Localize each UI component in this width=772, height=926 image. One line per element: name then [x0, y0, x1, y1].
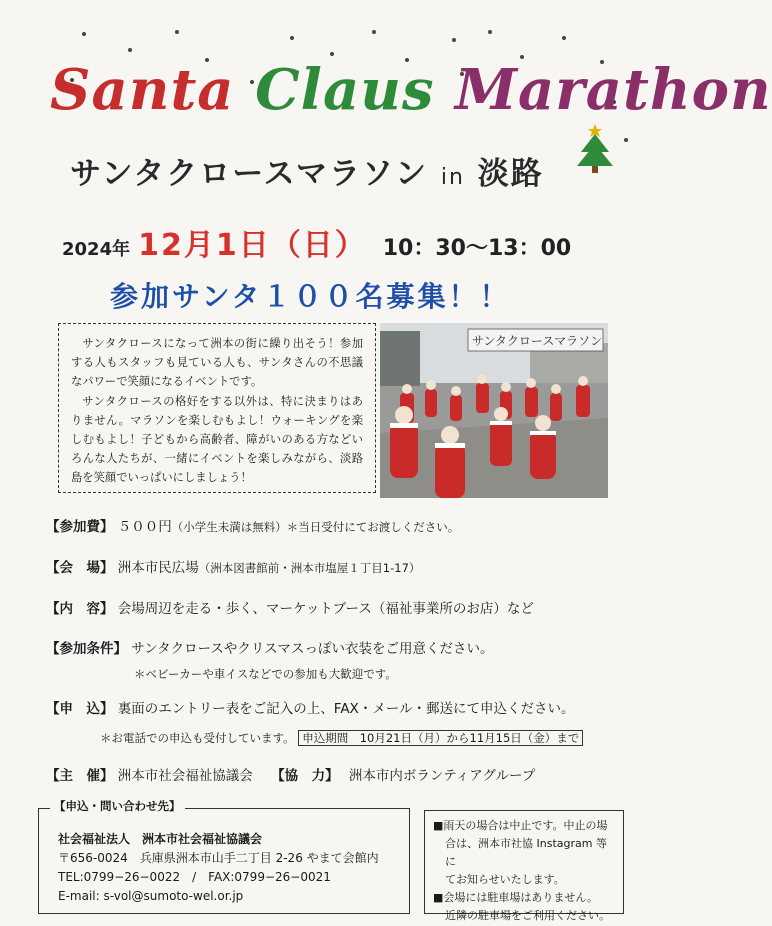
- contact-address: 〒656-0024 兵庫県洲本市山手二丁目 2-26 やまて会館内: [58, 851, 379, 865]
- host-label: 【主 催】: [46, 768, 114, 784]
- note-rain-1: ■雨天の場合は中止です。中止の場: [433, 819, 608, 832]
- title-jp-main: サンタクロースマラソン: [70, 156, 429, 192]
- fee-value: ５００円: [117, 519, 172, 535]
- apply-note-row: [100, 730, 583, 746]
- title-jp-in: in: [440, 165, 465, 190]
- title-japanese: [70, 148, 544, 193]
- condition-row: [46, 637, 494, 657]
- venue-row: [46, 556, 420, 576]
- apply-row: [46, 697, 575, 717]
- content-value: 会場周辺を走る・歩く、マーケットブース（福祉事業所のお店）など: [117, 601, 534, 617]
- note-rain-2: 合は、洲本市社協 Instagram 等に: [445, 837, 607, 868]
- contact-email: E-mail: s-vol@sumoto-wel.or.jp: [58, 889, 244, 903]
- title-word-claus: Claus: [255, 57, 435, 123]
- fee-row: [46, 515, 459, 535]
- event-time: 10：30〜13：00: [382, 236, 572, 261]
- title-word-santa: Santa: [50, 57, 235, 123]
- christmas-tree-icon: [575, 120, 615, 175]
- event-photo: [380, 323, 608, 498]
- condition-value: サンタクロースやクリスマスっぽい衣装をご用意ください。: [131, 641, 494, 657]
- fee-extra: ＊当日受付にてお渡しください。: [286, 520, 460, 534]
- title-english: [50, 40, 772, 140]
- content-label: 【内 容】: [46, 601, 114, 617]
- note-parking-2: 近隣の駐車場をご利用ください。: [445, 909, 610, 922]
- intro-box: [58, 323, 376, 493]
- notes-box: [424, 810, 624, 922]
- venue-note: （洲本図書館前・洲本市塩屋１丁目1-17）: [198, 561, 421, 575]
- coop-label: 【協 力】: [271, 768, 339, 784]
- note-parking-1: ■会場には駐車場はありません。: [433, 891, 599, 904]
- apply-period: 申込期間 10月21日（月）から11月15日（金）まで: [298, 730, 583, 746]
- title-word-marathon: Marathon: [454, 57, 772, 123]
- event-year: 2024年: [62, 239, 131, 260]
- apply-label: 【申 込】: [46, 701, 114, 717]
- intro-paragraph-1: サンタクロースになって洲本の街に繰り出そう！参加する人もスタッフも見ている人も、サンタさんの不思議なパワーで笑顔になるイベントです。: [71, 337, 363, 389]
- fee-note: （小学生未満は無料）: [171, 520, 287, 534]
- organizer-row: [46, 764, 535, 784]
- condition-note: ＊ベビーカーや車イスなどでの参加も大歓迎です。: [134, 667, 397, 681]
- apply-value: 裏面のエントリー表をご記入の上、FAX・メール・郵送にて申込ください。: [117, 701, 575, 717]
- apply-note: ＊お電話での申込も受付しています。: [100, 731, 295, 745]
- content-row: [46, 597, 534, 617]
- photo-banner-text: サンタクロースマラソン: [472, 334, 603, 348]
- intro-paragraph-2: サンタクロースの格好をする以外は、特に決まりはありません。マラソンを楽しむもよし！ウォーキングを楽しむもよし！子どもから高齢者、障がいのある方などいろんな人たちが、一緒にイベントを楽しみながら、淡路島を笑顔でいっぱいにしましょう！: [71, 394, 363, 485]
- venue-value: 洲本市民広場: [117, 560, 199, 576]
- contact-org: 社会福祉法人 洲本市社会福祉協議会: [58, 832, 263, 846]
- event-date: 12月1日（日）: [138, 228, 367, 263]
- recruit-headline: 参加サンタ１００名募集！！: [110, 280, 511, 313]
- venue-label: 【会 場】: [46, 560, 114, 576]
- fee-label: 【参加費】: [46, 519, 114, 535]
- title-jp-place: 淡路: [477, 156, 544, 192]
- event-date-line: [62, 220, 571, 264]
- condition-label: 【参加条件】: [46, 641, 127, 657]
- host-value: 洲本市社会福祉協議会: [117, 768, 253, 784]
- coop-value: 洲本市内ボランティアグループ: [348, 768, 536, 784]
- contact-title: 【申込・問い合わせ先】: [50, 798, 185, 814]
- contact-tel-fax: TEL:0799−26−0022 / FAX:0799−26−0021: [58, 870, 331, 884]
- note-rain-3: てお知らせいたします。: [445, 873, 565, 886]
- contact-body: [58, 830, 379, 906]
